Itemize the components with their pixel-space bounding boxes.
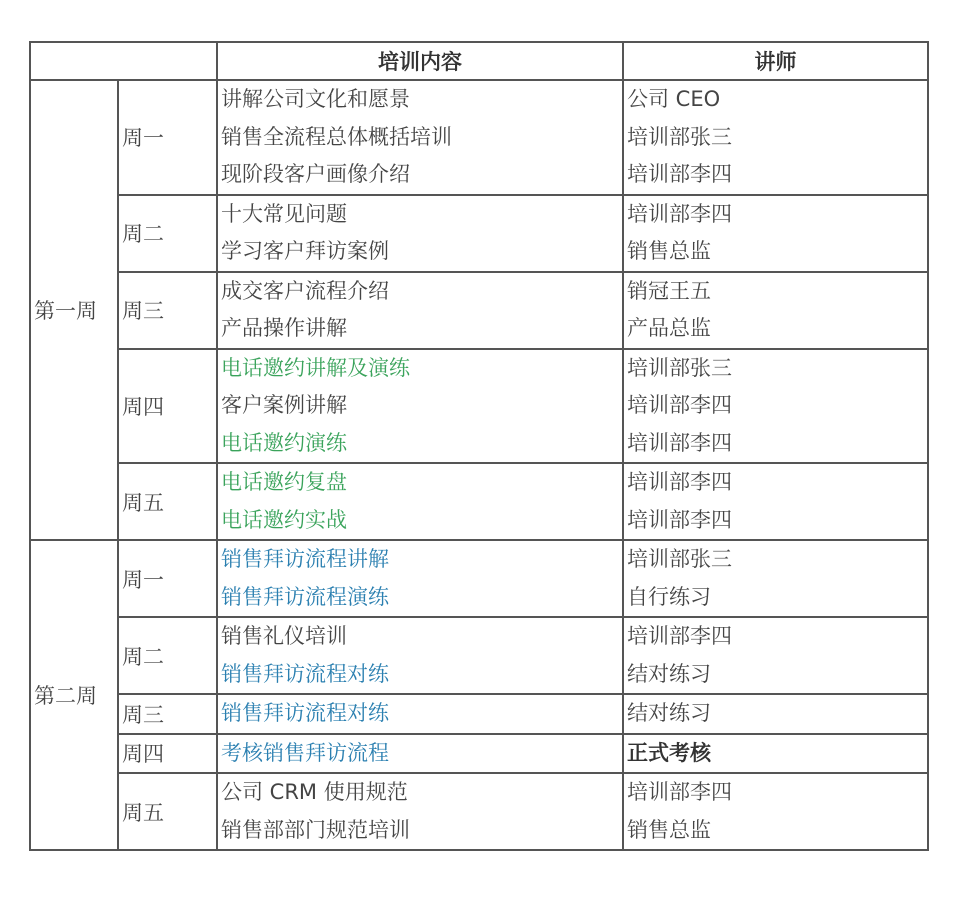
teacher-name: 结对练习 bbox=[627, 661, 711, 686]
training-schedule-table bbox=[29, 41, 929, 851]
content-cell bbox=[217, 80, 623, 195]
training-item: 电话邀约复盘 bbox=[221, 470, 347, 494]
content-cell bbox=[217, 617, 623, 694]
day-label: 周二 bbox=[118, 617, 217, 694]
teacher-cell bbox=[623, 195, 928, 272]
training-item: 销售部部门规范培训 bbox=[221, 817, 410, 842]
teacher-name: 培训部李四 bbox=[627, 201, 732, 226]
teacher-name: 销冠王五 bbox=[627, 278, 711, 303]
header-blank-cell bbox=[30, 42, 217, 80]
day-label: 周三 bbox=[118, 272, 217, 349]
teacher-cell bbox=[623, 80, 928, 195]
training-item: 客户案例讲解 bbox=[221, 393, 347, 417]
table-row bbox=[30, 195, 928, 272]
teacher-name: 公司 CEO bbox=[627, 87, 721, 111]
day-label: 周四 bbox=[118, 734, 217, 774]
teacher-cell bbox=[623, 272, 928, 349]
training-item: 销售全流程总体概括培训 bbox=[221, 124, 452, 149]
training-item: 考核销售拜访流程 bbox=[221, 740, 389, 765]
teacher-name: 培训部张三 bbox=[627, 355, 732, 380]
table-row bbox=[30, 463, 928, 540]
teacher-name: 培训部李四 bbox=[627, 780, 732, 804]
teacher-name: 销售总监 bbox=[627, 239, 711, 263]
table-row bbox=[30, 734, 928, 774]
table-row bbox=[30, 540, 928, 617]
header-teacher: 讲师 bbox=[623, 42, 928, 80]
training-item: 电话邀约演练 bbox=[221, 430, 347, 455]
content-cell bbox=[217, 463, 623, 540]
teacher-cell bbox=[623, 540, 928, 617]
teacher-cell bbox=[623, 349, 928, 464]
week-label: 第一周 bbox=[30, 80, 118, 540]
content-cell bbox=[217, 734, 623, 774]
header-content: 培训内容 bbox=[217, 42, 623, 80]
schedule-body bbox=[30, 80, 928, 850]
training-item: 现阶段客户画像介绍 bbox=[221, 162, 410, 186]
training-item: 电话邀约实战 bbox=[221, 507, 347, 532]
teacher-cell bbox=[623, 617, 928, 694]
teacher-name: 销售总监 bbox=[627, 817, 711, 842]
training-item: 成交客户流程介绍 bbox=[221, 278, 389, 303]
week-label: 第二周 bbox=[30, 540, 118, 850]
table-row bbox=[30, 773, 928, 850]
table-row bbox=[30, 349, 928, 464]
teacher-name: 培训部李四 bbox=[627, 470, 732, 494]
training-item: 销售拜访流程演练 bbox=[221, 584, 389, 609]
content-cell bbox=[217, 694, 623, 734]
teacher-name: 培训部李四 bbox=[627, 162, 732, 186]
day-label: 周一 bbox=[118, 540, 217, 617]
day-label: 周五 bbox=[118, 773, 217, 850]
training-item: 十大常见问题 bbox=[221, 201, 347, 226]
teacher-name: 培训部李四 bbox=[627, 393, 732, 417]
day-label: 周五 bbox=[118, 463, 217, 540]
training-item: 销售拜访流程讲解 bbox=[221, 547, 389, 571]
training-item: 销售拜访流程对练 bbox=[221, 701, 389, 725]
day-label: 周一 bbox=[118, 80, 217, 195]
training-item: 销售礼仪培训 bbox=[221, 624, 347, 648]
teacher-name: 产品总监 bbox=[627, 316, 711, 340]
day-label: 周四 bbox=[118, 349, 217, 464]
training-item: 讲解公司文化和愿景 bbox=[221, 87, 410, 111]
content-cell bbox=[217, 349, 623, 464]
training-item: 销售拜访流程对练 bbox=[221, 661, 389, 686]
table-row bbox=[30, 80, 928, 195]
content-cell bbox=[217, 272, 623, 349]
training-item: 产品操作讲解 bbox=[221, 316, 347, 340]
day-label: 周二 bbox=[118, 195, 217, 272]
teacher-name: 培训部李四 bbox=[627, 507, 732, 532]
teacher-cell bbox=[623, 463, 928, 540]
training-item: 公司 CRM 使用规范 bbox=[221, 780, 408, 804]
table-header-row bbox=[30, 42, 928, 80]
teacher-name: 培训部张三 bbox=[627, 547, 732, 571]
teacher-name: 正式考核 bbox=[627, 740, 711, 765]
teacher-cell bbox=[623, 773, 928, 850]
teacher-name: 自行练习 bbox=[627, 584, 711, 609]
table-row bbox=[30, 617, 928, 694]
teacher-name: 结对练习 bbox=[627, 701, 711, 725]
teacher-cell bbox=[623, 734, 928, 774]
table-row bbox=[30, 272, 928, 349]
teacher-name: 培训部李四 bbox=[627, 430, 732, 455]
day-label: 周三 bbox=[118, 694, 217, 734]
teacher-name: 培训部张三 bbox=[627, 124, 732, 149]
training-item: 学习客户拜访案例 bbox=[221, 239, 389, 263]
table-row bbox=[30, 694, 928, 734]
content-cell bbox=[217, 773, 623, 850]
teacher-cell bbox=[623, 694, 928, 734]
teacher-name: 培训部李四 bbox=[627, 624, 732, 648]
content-cell bbox=[217, 540, 623, 617]
training-item: 电话邀约讲解及演练 bbox=[221, 355, 410, 380]
content-cell bbox=[217, 195, 623, 272]
